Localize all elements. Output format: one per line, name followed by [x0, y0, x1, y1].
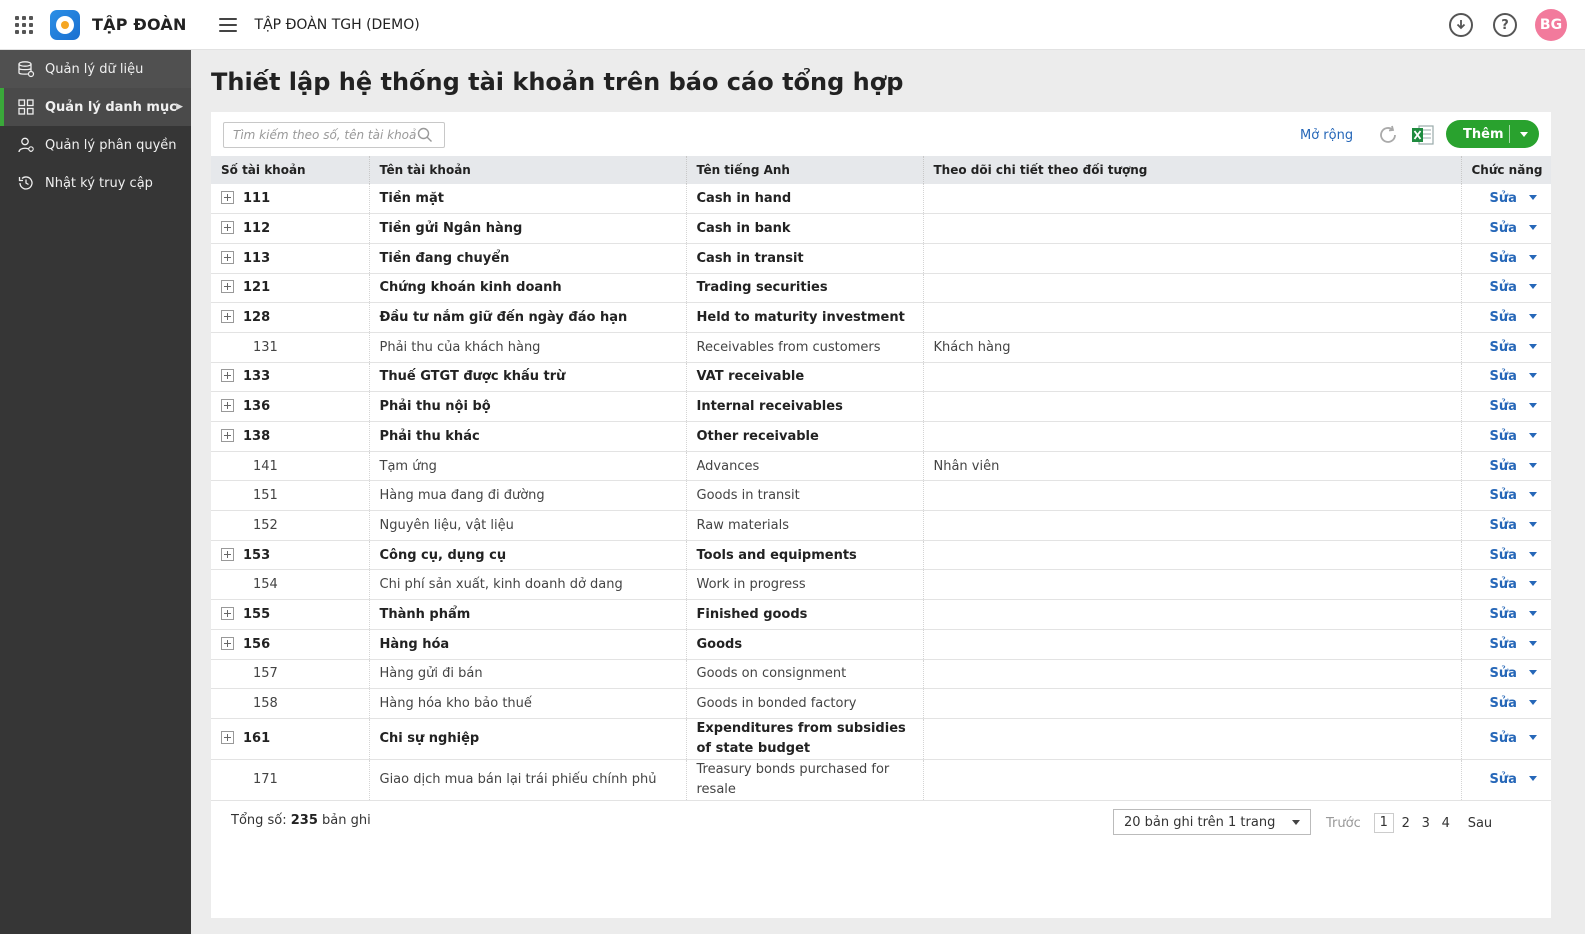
expand-plus-icon[interactable]: [221, 221, 234, 234]
sidebar-item-label: Quản lý danh mục: [45, 99, 177, 115]
cell-account-name: Tiền mặt: [369, 184, 686, 214]
cell-actions: [1461, 422, 1551, 452]
cell-account-name: Hàng hóa: [369, 629, 686, 659]
table-row[interactable]: [211, 214, 1551, 244]
table-row[interactable]: [211, 718, 1551, 759]
table-row[interactable]: [211, 600, 1551, 630]
actions-dropdown-caret-icon[interactable]: [1529, 670, 1537, 675]
sidebar-item-data-management[interactable]: [0, 50, 191, 88]
cell-english-name: Trading securities: [686, 273, 923, 303]
cell-actions: [1461, 451, 1551, 481]
cell-tracking: [923, 629, 1461, 659]
user-permission-icon: [16, 135, 36, 155]
cell-tracking: Nhân viên: [923, 451, 1461, 481]
table-row[interactable]: [211, 184, 1551, 214]
app-logo: [50, 10, 80, 40]
cell-account-name: Nguyên liệu, vật liệu: [369, 511, 686, 541]
total-prefix: Tổng số:: [231, 813, 287, 828]
account-number: 128: [243, 310, 271, 326]
expand-plus-icon[interactable]: [221, 548, 234, 561]
cell-tracking: [923, 422, 1461, 452]
account-number: 113: [243, 250, 271, 266]
cell-account-number: [211, 718, 369, 759]
actions-dropdown-caret-icon[interactable]: [1529, 433, 1537, 438]
actions-dropdown-caret-icon[interactable]: [1529, 776, 1537, 781]
account-number: 131: [253, 339, 278, 355]
cell-tracking: [923, 689, 1461, 719]
accounts-table: [211, 156, 1551, 801]
search-icon[interactable]: [417, 127, 433, 143]
account-number: 133: [243, 369, 271, 385]
account-number: 156: [243, 636, 271, 652]
cell-actions: [1461, 303, 1551, 333]
cell-account-name: Chi phí sản xuất, kinh doanh dở dang: [369, 570, 686, 600]
table-row[interactable]: [211, 392, 1551, 422]
edit-button[interactable]: Sửa: [1489, 636, 1517, 652]
actions-dropdown-caret-icon[interactable]: [1529, 552, 1537, 557]
cell-english-name: Cash in bank: [686, 214, 923, 244]
table-footer: [211, 800, 1551, 844]
expand-plus-icon[interactable]: [221, 731, 234, 744]
cell-english-name: Other receivable: [686, 422, 923, 452]
cell-tracking: [923, 243, 1461, 273]
cell-account-name: Tiền đang chuyển: [369, 243, 686, 273]
cell-tracking: [923, 303, 1461, 333]
prev-page-button[interactable]: Trước: [1326, 815, 1361, 831]
edit-button[interactable]: Sửa: [1489, 339, 1517, 355]
cell-english-name: Cash in hand: [686, 184, 923, 214]
actions-dropdown-caret-icon[interactable]: [1529, 225, 1537, 230]
grid-icon: [16, 97, 36, 117]
excel-export-icon[interactable]: [1411, 124, 1435, 146]
cell-actions: [1461, 481, 1551, 511]
table-row[interactable]: [211, 243, 1551, 273]
database-icon: [16, 59, 36, 79]
cell-account-number: [211, 629, 369, 659]
toolbar: [211, 112, 1551, 156]
edit-button[interactable]: Sửa: [1489, 606, 1517, 622]
cell-account-number: [211, 511, 369, 541]
table-row[interactable]: [211, 570, 1551, 600]
add-dropdown-caret-icon[interactable]: [1520, 132, 1528, 137]
sidebar: [0, 50, 191, 934]
table-row[interactable]: [211, 689, 1551, 719]
cell-account-number: [211, 759, 369, 800]
column-header-tracking[interactable]: Theo dõi chi tiết theo đối tượng: [923, 156, 1461, 184]
cell-account-name: Chi sự nghiệp: [369, 718, 686, 759]
sidebar-item-access-log[interactable]: [0, 164, 191, 202]
actions-dropdown-caret-icon[interactable]: [1529, 373, 1537, 378]
table-header-row: [211, 156, 1551, 184]
cell-tracking: [923, 392, 1461, 422]
cell-tracking: [923, 570, 1461, 600]
account-number: 141: [253, 458, 278, 474]
cell-english-name: Treasury bonds purchased for resale: [686, 759, 923, 800]
cell-english-name: Raw materials: [686, 511, 923, 541]
chevron-down-icon: [1292, 820, 1300, 825]
table-row[interactable]: [211, 422, 1551, 452]
cell-english-name: Goods in bonded factory: [686, 689, 923, 719]
sidebar-item-label: Nhật ký truy cập: [45, 175, 153, 191]
cell-account-number: [211, 689, 369, 719]
cell-tracking: [923, 214, 1461, 244]
account-number: 121: [243, 280, 271, 296]
cell-english-name: Work in progress: [686, 570, 923, 600]
cell-actions: [1461, 659, 1551, 689]
actions-dropdown-caret-icon[interactable]: [1529, 641, 1537, 646]
cell-account-name: Thành phẩm: [369, 600, 686, 630]
cell-account-number: [211, 214, 369, 244]
expand-plus-icon[interactable]: [221, 251, 234, 264]
next-page-button[interactable]: Sau: [1467, 815, 1493, 831]
search-input[interactable]: [223, 122, 445, 148]
account-number: 161: [243, 730, 271, 746]
cell-tracking: [923, 362, 1461, 392]
cell-actions: [1461, 570, 1551, 600]
brand-name: TẬP ĐOÀN: [92, 15, 187, 34]
account-number: 111: [243, 191, 271, 207]
expand-plus-icon[interactable]: [221, 310, 234, 323]
cell-account-number: [211, 422, 369, 452]
actions-dropdown-caret-icon[interactable]: [1529, 463, 1537, 468]
cell-account-name: Chứng khoán kinh doanh: [369, 273, 686, 303]
cell-english-name: Cash in transit: [686, 243, 923, 273]
cell-actions: [1461, 511, 1551, 541]
cell-account-name: Đầu tư nắm giữ đến ngày đáo hạn: [369, 303, 686, 333]
cell-account-number: [211, 570, 369, 600]
actions-dropdown-caret-icon[interactable]: [1529, 284, 1537, 289]
edit-button[interactable]: Sửa: [1489, 250, 1517, 266]
actions-dropdown-caret-icon[interactable]: [1529, 314, 1537, 319]
total-records: [231, 813, 371, 828]
cell-actions: [1461, 718, 1551, 759]
cell-account-name: Thuế GTGT được khấu trừ: [369, 362, 686, 392]
cell-account-number: [211, 184, 369, 214]
history-icon: [16, 173, 36, 193]
account-number: 152: [253, 517, 278, 533]
total-count: 235: [290, 813, 318, 828]
cell-actions: [1461, 392, 1551, 422]
account-number: 157: [253, 666, 278, 682]
column-header-english-name[interactable]: Tên tiếng Anh: [686, 156, 923, 184]
sidebar-item-permission-management[interactable]: [0, 126, 191, 164]
page-size-select[interactable]: [1113, 809, 1311, 835]
cell-account-name: Tạm ứng: [369, 451, 686, 481]
actions-dropdown-caret-icon[interactable]: [1529, 344, 1537, 349]
cell-actions: [1461, 273, 1551, 303]
page-4-button[interactable]: 4: [1441, 815, 1450, 831]
cell-account-name: Giao dịch mua bán lại trái phiếu chính phủ: [369, 759, 686, 800]
actions-dropdown-caret-icon[interactable]: [1529, 522, 1537, 527]
account-number: 153: [243, 547, 271, 563]
cell-english-name: Goods: [686, 629, 923, 659]
total-suffix: bản ghi: [322, 813, 371, 828]
account-number: 158: [253, 696, 278, 712]
cell-actions: [1461, 362, 1551, 392]
expand-plus-icon[interactable]: [221, 369, 234, 382]
table-row[interactable]: [211, 540, 1551, 570]
top-header: [0, 0, 1585, 50]
cell-account-name: Phải thu nội bộ: [369, 392, 686, 422]
actions-dropdown-caret-icon[interactable]: [1529, 195, 1537, 200]
cell-actions: [1461, 689, 1551, 719]
cell-account-number: [211, 243, 369, 273]
cell-english-name: VAT receivable: [686, 362, 923, 392]
account-number: 136: [243, 399, 271, 415]
cell-account-name: Hàng hóa kho bảo thuế: [369, 689, 686, 719]
account-number: 154: [253, 577, 278, 593]
account-number: 112: [243, 221, 271, 237]
edit-button[interactable]: Sửa: [1489, 547, 1517, 563]
expand-link[interactable]: Mở rộng: [1300, 128, 1354, 143]
menu-toggle-icon[interactable]: [219, 18, 237, 32]
table-row[interactable]: [211, 511, 1551, 541]
edit-button[interactable]: Sửa: [1489, 666, 1517, 682]
edit-button[interactable]: Sửa: [1489, 221, 1517, 237]
accounts-panel: [211, 112, 1551, 918]
expand-plus-icon[interactable]: [221, 429, 234, 442]
avatar[interactable]: BG: [1535, 9, 1567, 41]
table-row[interactable]: [211, 629, 1551, 659]
cell-tracking: [923, 600, 1461, 630]
cell-actions: [1461, 759, 1551, 800]
page-size-value: 20 bản ghi trên 1 trang: [1124, 814, 1276, 830]
cell-actions: [1461, 184, 1551, 214]
cell-account-number: [211, 332, 369, 362]
cell-account-name: Tiền gửi Ngân hàng: [369, 214, 686, 244]
edit-button[interactable]: Sửa: [1489, 458, 1517, 474]
cell-tracking: [923, 759, 1461, 800]
cell-english-name: Receivables from customers: [686, 332, 923, 362]
table-row[interactable]: [211, 273, 1551, 303]
cell-actions: [1461, 243, 1551, 273]
table-row[interactable]: [211, 362, 1551, 392]
cell-english-name: Advances: [686, 451, 923, 481]
cell-account-number: [211, 659, 369, 689]
actions-dropdown-caret-icon[interactable]: [1529, 611, 1537, 616]
cell-actions: [1461, 332, 1551, 362]
expand-plus-icon[interactable]: [221, 399, 234, 412]
edit-button[interactable]: Sửa: [1489, 517, 1517, 533]
cell-account-name: Hàng mua đang đi đường: [369, 481, 686, 511]
edit-button[interactable]: Sửa: [1489, 399, 1517, 415]
table-row[interactable]: [211, 659, 1551, 689]
chevron-right-icon: ▶: [176, 102, 183, 112]
expand-plus-icon[interactable]: [221, 637, 234, 650]
sidebar-item-catalog-management[interactable]: [0, 88, 191, 126]
actions-dropdown-caret-icon[interactable]: [1529, 255, 1537, 260]
edit-button[interactable]: Sửa: [1489, 696, 1517, 712]
cell-tracking: [923, 718, 1461, 759]
cell-account-name: Phải thu của khách hàng: [369, 332, 686, 362]
column-header-account-name[interactable]: Tên tài khoản: [369, 156, 686, 184]
download-icon[interactable]: [1449, 13, 1473, 37]
add-button[interactable]: [1446, 120, 1539, 148]
table-row[interactable]: [211, 759, 1551, 800]
edit-button[interactable]: Sửa: [1489, 428, 1517, 444]
cell-account-number: [211, 481, 369, 511]
cell-actions: [1461, 600, 1551, 630]
cell-account-number: [211, 392, 369, 422]
main-content: [191, 50, 1585, 934]
actions-dropdown-caret-icon[interactable]: [1529, 700, 1537, 705]
table-row[interactable]: [211, 332, 1551, 362]
cell-tracking: [923, 273, 1461, 303]
column-header-actions: Chức năng: [1461, 156, 1551, 184]
add-button-label: Thêm: [1463, 126, 1504, 142]
cell-english-name: Goods in transit: [686, 481, 923, 511]
apps-grid-icon[interactable]: [0, 0, 48, 50]
table-row[interactable]: [211, 481, 1551, 511]
page-1-button[interactable]: 1: [1374, 813, 1394, 833]
cell-tracking: [923, 511, 1461, 541]
cell-actions: [1461, 214, 1551, 244]
edit-button[interactable]: Sửa: [1489, 310, 1517, 326]
help-icon[interactable]: ?: [1493, 13, 1517, 37]
cell-english-name: Internal receivables: [686, 392, 923, 422]
edit-button[interactable]: Sửa: [1489, 577, 1517, 593]
cell-tracking: [923, 540, 1461, 570]
actions-dropdown-caret-icon[interactable]: [1529, 403, 1537, 408]
edit-button[interactable]: Sửa: [1489, 730, 1517, 746]
organization-name[interactable]: TẬP ĐOÀN TGH (DEMO): [254, 16, 420, 33]
edit-button[interactable]: Sửa: [1489, 369, 1517, 385]
account-number: 171: [253, 771, 278, 787]
actions-dropdown-caret-icon[interactable]: [1529, 492, 1537, 497]
cell-english-name: Goods on consignment: [686, 659, 923, 689]
sidebar-item-label: Quản lý phân quyền: [45, 137, 177, 153]
expand-plus-icon[interactable]: [221, 607, 234, 620]
table-row[interactable]: [211, 303, 1551, 333]
actions-dropdown-caret-icon[interactable]: [1529, 581, 1537, 586]
cell-tracking: [923, 481, 1461, 511]
cell-actions: [1461, 540, 1551, 570]
cell-english-name: Held to maturity investment: [686, 303, 923, 333]
cell-actions: [1461, 629, 1551, 659]
pagination: [1326, 813, 1492, 833]
account-number: 151: [253, 488, 278, 504]
cell-account-number: [211, 540, 369, 570]
cell-account-number: [211, 600, 369, 630]
edit-button[interactable]: Sửa: [1489, 280, 1517, 296]
cell-english-name: Expenditures from subsidies of state budget: [686, 718, 923, 759]
cell-tracking: [923, 659, 1461, 689]
sidebar-item-label: Quản lý dữ liệu: [45, 61, 144, 77]
cell-account-name: Công cụ, dụng cụ: [369, 540, 686, 570]
cell-account-number: [211, 451, 369, 481]
cell-account-number: [211, 273, 369, 303]
cell-account-number: [211, 362, 369, 392]
table-row[interactable]: [211, 451, 1551, 481]
page-2-button[interactable]: 2: [1401, 815, 1410, 831]
page-title: Thiết lập hệ thống tài khoản trên báo cáo tổng hợp: [211, 68, 904, 96]
actions-dropdown-caret-icon[interactable]: [1529, 735, 1537, 740]
edit-button[interactable]: Sửa: [1489, 488, 1517, 504]
account-number: 155: [243, 606, 271, 622]
refresh-icon[interactable]: [1377, 124, 1399, 146]
edit-button[interactable]: Sửa: [1489, 191, 1517, 207]
cell-account-name: Phải thu khác: [369, 422, 686, 452]
cell-account-number: [211, 303, 369, 333]
account-number: 138: [243, 428, 271, 444]
expand-plus-icon[interactable]: [221, 280, 234, 293]
expand-plus-icon[interactable]: [221, 191, 234, 204]
cell-english-name: Finished goods: [686, 600, 923, 630]
cell-tracking: [923, 184, 1461, 214]
edit-button[interactable]: Sửa: [1489, 771, 1517, 787]
column-header-account-number[interactable]: Số tài khoản: [211, 156, 369, 184]
cell-tracking: Khách hàng: [923, 332, 1461, 362]
cell-account-name: Hàng gửi đi bán: [369, 659, 686, 689]
cell-english-name: Tools and equipments: [686, 540, 923, 570]
page-3-button[interactable]: 3: [1421, 815, 1430, 831]
